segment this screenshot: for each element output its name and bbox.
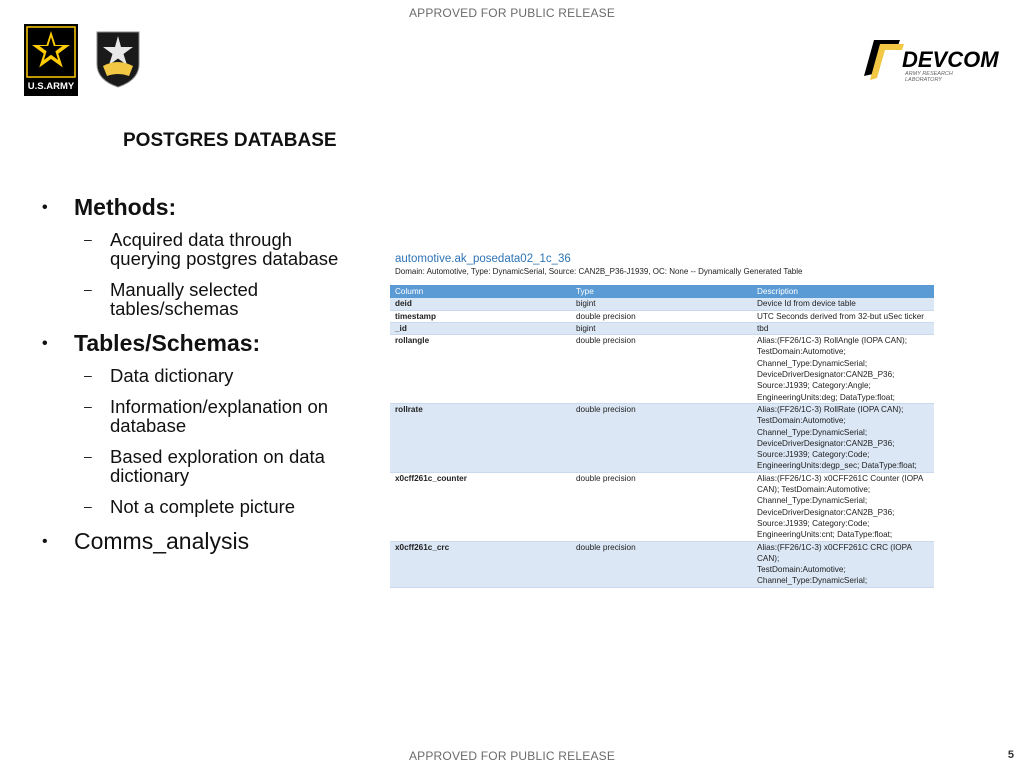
cell-type: bigint: [571, 322, 752, 334]
sub-bullet: [40, 280, 360, 318]
table-row: [390, 472, 934, 541]
cell-type: double precision: [571, 541, 752, 587]
table-row: [390, 310, 934, 322]
sub-bullet: [40, 497, 360, 516]
column-header: Description: [752, 285, 934, 298]
table-row: [390, 298, 934, 310]
us-army-logo: [24, 24, 78, 96]
table-row: [390, 322, 934, 334]
svg-text:DEVCOM: DEVCOM: [902, 47, 999, 72]
dash-marker: –: [84, 498, 92, 514]
bullet-list: [40, 194, 360, 554]
cell-description: UTC Seconds derived from 32-but uSec ticker: [752, 310, 934, 322]
dictionary-table-name: automotive.ak_posedata02_1c_36: [395, 253, 571, 265]
futures-command-shield-logo: [95, 30, 141, 88]
bullet-methods: [40, 194, 360, 220]
cell-column: rollangle: [390, 335, 571, 404]
cell-type: double precision: [571, 335, 752, 404]
cell-column: _id: [390, 322, 571, 334]
release-header: APPROVED FOR PUBLIC RELEASE: [408, 6, 616, 20]
data-dictionary-image: [389, 252, 934, 586]
cell-column: rollrate: [390, 403, 571, 472]
sub-bullet: [40, 366, 360, 385]
bullet-tables-schemas: [40, 330, 360, 356]
cell-description: Alias:(FF26/1C-3) x0CFF261C CRC (IOPA CAN); TestDomain:Automotive; Channel_Type:DynamicSerial;: [752, 541, 934, 587]
dash-marker: –: [84, 398, 92, 414]
cell-column: deid: [390, 298, 571, 310]
sub-list-tables: [40, 366, 360, 516]
page-number: 5: [1007, 749, 1014, 761]
cell-description: Alias:(FF26/1C-3) RollAngle (IOPA CAN); TestDomain:Automotive; Channel_Type:DynamicSerial; DeviceDriverDesignator:CAN2B_P36; Source:J1939; Category:Angle; EngineeringUnits:deg; DataType:float;: [752, 335, 934, 404]
bullet-label: Methods:: [74, 194, 177, 220]
column-header: Column: [390, 285, 571, 298]
cell-description: Alias:(FF26/1C-3) RollRate (IOPA CAN); TestDomain:Automotive; Channel_Type:DynamicSerial; DeviceDriverDesignator:CAN2B_P36; Source:J1939; Category:Code; EngineeringUnits:degp_sec; DataType:float;: [752, 403, 934, 472]
devcom-arl-logo: [860, 36, 1002, 84]
cell-type: double precision: [571, 310, 752, 322]
sub-bullet-text: Data dictionary: [110, 365, 234, 386]
cell-type: bigint: [571, 298, 752, 310]
bullet-label: Tables/Schemas:: [74, 330, 261, 356]
sub-bullet-text: Not a complete picture: [110, 496, 296, 517]
cell-column: timestamp: [390, 310, 571, 322]
bullet-dot: •: [42, 533, 48, 550]
cell-type: double precision: [571, 403, 752, 472]
svg-text:ARMY RESEARCH: ARMY RESEARCH: [905, 71, 953, 77]
dash-marker: –: [84, 367, 92, 383]
cell-description: Device Id from device table: [752, 298, 934, 310]
table-header-row: [390, 285, 934, 298]
dash-marker: –: [84, 448, 92, 464]
table-row: [390, 403, 934, 472]
cell-column: x0cff261c_crc: [390, 541, 571, 587]
dash-marker: –: [84, 281, 92, 297]
table-row: [390, 335, 934, 404]
dictionary-table: [390, 285, 934, 588]
cell-description: tbd: [752, 322, 934, 334]
svg-text:U.S.ARMY: U.S.ARMY: [27, 81, 75, 92]
sub-bullet-text: Acquired data through querying postgres database: [110, 229, 339, 269]
table-row: [390, 541, 934, 587]
release-footer: APPROVED FOR PUBLIC RELEASE: [408, 749, 616, 763]
sub-bullet: [40, 230, 360, 268]
slide-title: POSTGRES DATABASE: [123, 130, 337, 151]
sub-bullet-text: Information/explanation on database: [110, 396, 329, 436]
sub-bullet: [40, 447, 360, 485]
column-header: Type: [571, 285, 752, 298]
bullet-dot: •: [42, 335, 48, 352]
sub-list-methods: [40, 230, 360, 318]
bullet-comms-analysis: [40, 528, 360, 554]
bullet-dot: •: [42, 199, 48, 216]
dictionary-subtitle: Domain: Automotive, Type: DynamicSerial, Source: CAN2B_P36-J1939, OC: None -- Dynamically Generated Table: [395, 267, 803, 276]
cell-description: Alias:(FF26/1C-3) x0CFF261C Counter (IOPA CAN); TestDomain:Automotive; Channel_Type:DynamicSerial; DeviceDriverDesignator:CAN2B_P36; Source:J1939; Category:Code; EngineeringUnits:cnt; DataType:float;: [752, 472, 934, 541]
cell-column: x0cff261c_counter: [390, 472, 571, 541]
cell-type: double precision: [571, 472, 752, 541]
dash-marker: –: [84, 231, 92, 247]
bullet-label: Comms_analysis: [74, 528, 250, 554]
svg-text:LABORATORY: LABORATORY: [905, 77, 942, 83]
sub-bullet-text: Manually selected tables/schemas: [110, 279, 259, 319]
sub-bullet-text: Based exploration on data dictionary: [110, 446, 325, 486]
sub-bullet: [40, 397, 360, 435]
